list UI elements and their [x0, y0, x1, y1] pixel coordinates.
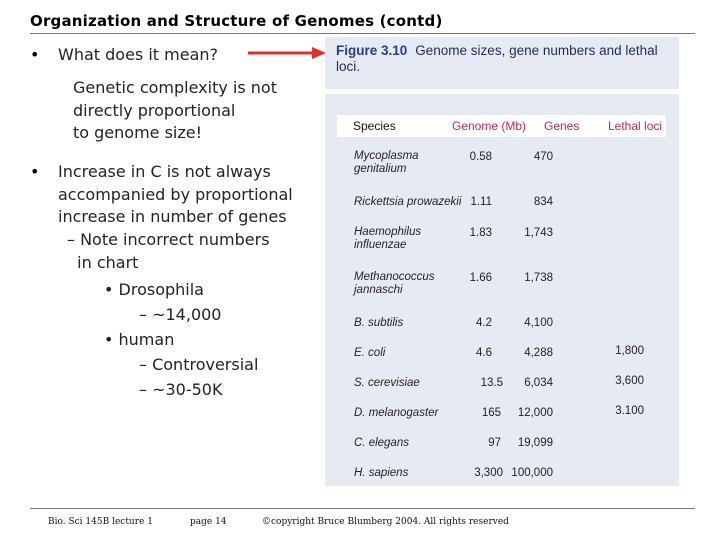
bullet-2-text: Increase in C is not always accompanied by proportional increase in number of genes	[58, 162, 293, 226]
genome-cell: 13.5	[480, 377, 503, 389]
bullet-1-subtext: Genetic complexity is not directly proportional to genome size!	[73, 78, 277, 142]
species-cell: S. cerevisiae	[354, 377, 420, 389]
genes-cell: 1,738	[524, 272, 553, 284]
genes-cell: 1,743	[524, 227, 553, 239]
species-cell: C. elegans	[354, 437, 409, 449]
bullet-1-dot: •	[30, 45, 40, 64]
sub-bullet-human: • human	[104, 330, 175, 349]
genome-cell: 4.6	[476, 347, 492, 359]
header-lethal: Lethal loci	[608, 119, 663, 133]
sub-bullet-drosophila: • Drosophila	[104, 280, 204, 299]
bullet-2	[0, 161, 320, 231]
species-cell: Rickettsia prowazekii	[354, 196, 462, 208]
figure-caption: Genome sizes, gene numbers and lethal loci.	[336, 43, 658, 74]
sub-bullet-drosophila-value: – ~14,000	[139, 305, 222, 324]
genome-cell: 1.83	[469, 227, 492, 239]
genome-table	[325, 94, 679, 486]
genome-cell: 1.66	[469, 272, 492, 284]
sub-bullet-human-controversial: – Controversial	[139, 355, 259, 374]
genome-cell: 4.2	[476, 317, 492, 329]
sub-bullet-human-count: – ~30-50K	[139, 380, 223, 399]
slide-title: Organization and Structure of Genomes (contd)	[30, 12, 443, 30]
bullet-1-text: What does it mean?	[58, 45, 219, 64]
bullet-2-dot: •	[30, 162, 40, 181]
figure-caption-box	[325, 37, 679, 89]
genes-cell: 6,034	[524, 377, 553, 389]
genome-cell: 165	[481, 407, 501, 419]
genes-cell: 100,000	[511, 467, 553, 479]
genome-cell: 97	[488, 437, 501, 449]
sub-bullet-note: – Note incorrect numbers in chart	[67, 230, 270, 272]
species-cell: Mycoplasma genitalium	[354, 150, 419, 175]
title-divider	[30, 33, 695, 34]
genes-cell: 4,288	[524, 347, 553, 359]
header-genes: Genes	[544, 119, 580, 133]
species-cell: E. coli	[354, 347, 386, 359]
lethal-cell: 3.100	[615, 405, 644, 417]
footer-course: Bio. Sci 145B lecture 1	[48, 517, 153, 527]
lethal-cell: 1,800	[615, 345, 644, 357]
species-cell: Haemophilus influenzae	[354, 226, 422, 251]
genes-cell: 12,000	[517, 407, 553, 419]
header-species: Species	[353, 119, 396, 133]
genome-cell: 3,300	[474, 467, 503, 479]
red-arrow-icon	[248, 45, 328, 61]
footer-copyright: ©copyright Bruce Blumberg 2004. All rights reserved	[262, 517, 509, 527]
genes-cell: 4,100	[524, 317, 553, 329]
figure-number: Figure 3.10	[336, 43, 408, 58]
species-cell: Methanococcus jannaschi	[354, 271, 435, 296]
species-cell: B. subtilis	[354, 317, 404, 329]
genome-cell: 1.11	[470, 196, 492, 208]
footer-page-number: page 14	[190, 517, 227, 527]
genes-cell: 470	[533, 151, 553, 163]
lethal-cell: 3,600	[615, 375, 644, 387]
genes-cell: 834	[533, 196, 553, 208]
species-cell: D. melanogaster	[354, 407, 439, 419]
footer-divider	[30, 508, 695, 509]
header-genome: Genome (Mb)	[452, 119, 527, 133]
species-cell: H. sapiens	[354, 467, 409, 479]
genome-cell: 0.58	[469, 151, 492, 163]
table-header	[337, 115, 666, 137]
genes-cell: 19,099	[517, 437, 553, 449]
